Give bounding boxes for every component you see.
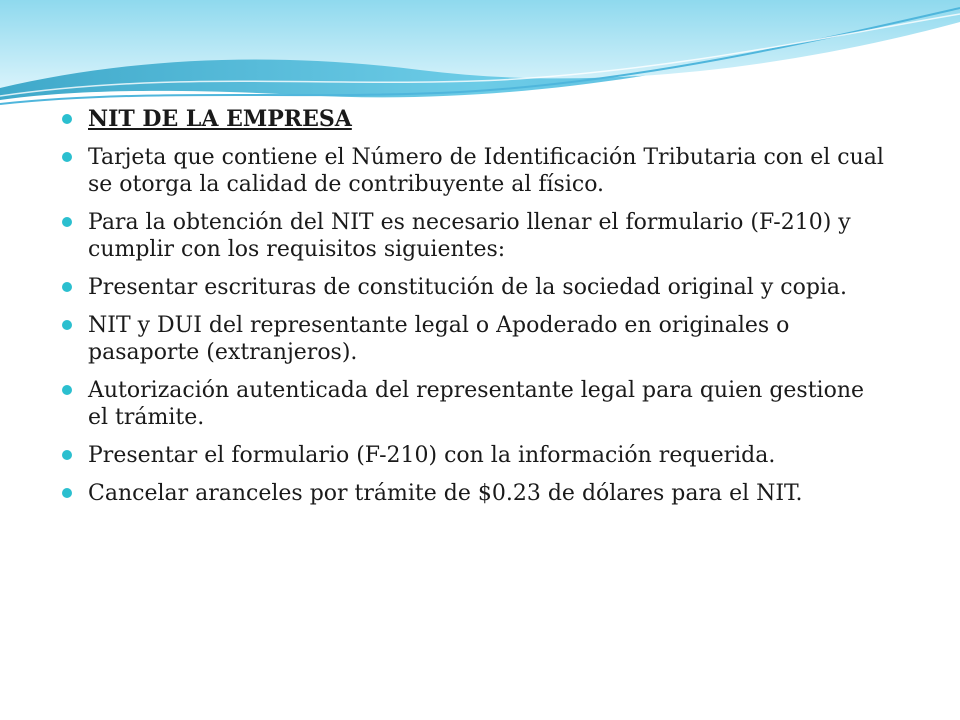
bullet-dot-icon [62, 320, 72, 330]
bullet-item [60, 144, 890, 198]
bullet-list [60, 106, 890, 507]
bullet-item [60, 312, 890, 366]
bullet-text: Autorización autenticada del representante legal para quien gestione el trámite. [88, 378, 865, 430]
bullet-text: Tarjeta que contiene el Número de Identificación Tributaria con el cual se otorga la calidad de contribuyente al físico. [88, 145, 884, 197]
bullet-item [60, 480, 890, 507]
bullet-item-heading [60, 106, 890, 133]
bullet-dot-icon [62, 152, 72, 162]
bullet-text: NIT DE LA EMPRESA [88, 106, 352, 132]
bullet-text: Presentar el formulario (F-210) con la información requerida. [88, 443, 776, 468]
bullet-item [60, 442, 890, 469]
bullet-text: NIT y DUI del representante legal o Apoderado en originales o pasaporte (extranjeros). [88, 313, 790, 365]
bullet-item [60, 209, 890, 263]
bullet-item [60, 274, 890, 301]
bullet-dot-icon [62, 450, 72, 460]
bullet-dot-icon [62, 488, 72, 498]
bullet-dot-icon [62, 385, 72, 395]
bullet-dot-icon [62, 114, 72, 124]
bullet-dot-icon [62, 217, 72, 227]
bullet-dot-icon [62, 282, 72, 292]
bullet-text: Presentar escrituras de constitución de la sociedad original y copia. [88, 275, 848, 300]
bullet-text: Cancelar aranceles por trámite de $0.23 de dólares para el NIT. [88, 481, 803, 506]
bullet-text: Para la obtención del NIT es necesario llenar el formulario (F-210) y cumplir con los requisitos siguientes: [88, 210, 851, 262]
bullet-content [60, 106, 890, 518]
bullet-item [60, 377, 890, 431]
